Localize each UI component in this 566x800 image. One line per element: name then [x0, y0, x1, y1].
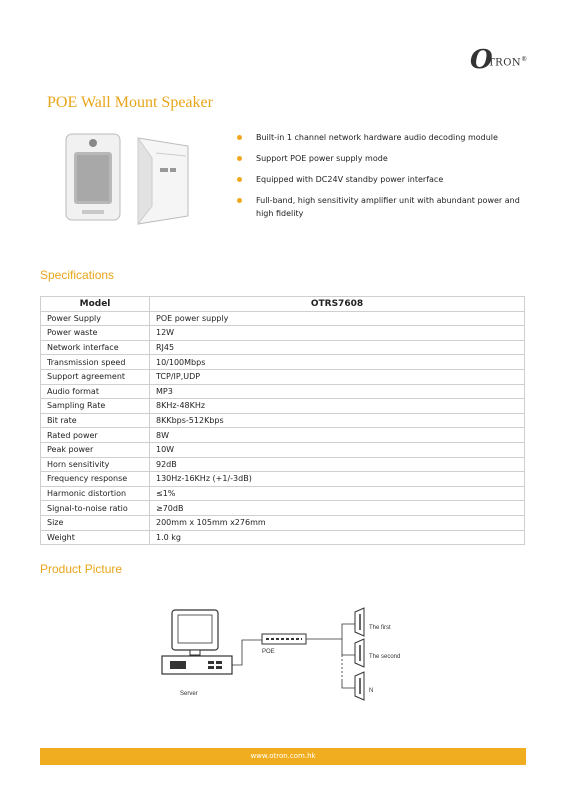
specifications-heading: Specifications — [40, 268, 115, 282]
specifications-table — [40, 296, 525, 545]
spec-label: Power waste — [41, 326, 150, 341]
spec-value: 10/100Mbps — [150, 355, 525, 370]
poe-label: POE — [262, 649, 275, 655]
spec-value: 8KKbps-512Kbps — [150, 413, 525, 428]
table-row — [41, 413, 525, 428]
logo-registered-mark: ® — [521, 56, 528, 63]
footer-url[interactable]: www.otron.com.hk — [250, 752, 316, 760]
table-row — [41, 311, 525, 326]
table-row — [41, 501, 525, 516]
feature-text: Built-in 1 channel network hardware audio decoding module — [256, 133, 498, 142]
feature-text: Support POE power supply mode — [256, 154, 388, 163]
bullet-icon — [237, 198, 242, 203]
spec-value: POE power supply — [150, 311, 525, 326]
spec-value: TCP/IP,UDP — [150, 369, 525, 384]
spec-label: Power Supply — [41, 311, 150, 326]
spec-value: ≥70dB — [150, 501, 525, 516]
table-row — [41, 442, 525, 457]
feature-text: Equipped with DC24V standby power interface — [256, 175, 444, 184]
feature-text: Full-band, high sensitivity amplifier unit with abundant power and high fidelity — [256, 196, 520, 218]
spec-value: 200mm x 105mm x276mm — [150, 515, 525, 530]
spec-value: 12W — [150, 326, 525, 341]
monitor-icon — [172, 610, 218, 655]
spec-value: 8W — [150, 428, 525, 443]
logo-rest: TRON — [488, 57, 522, 69]
page-title: POE Wall Mount Speaker — [47, 94, 213, 111]
table-row — [41, 355, 525, 370]
poe-switch-icon — [262, 634, 306, 644]
connection-diagram — [150, 600, 410, 710]
table-row — [41, 399, 525, 414]
second-speaker-label: The second — [369, 654, 401, 660]
logo-initial: O — [470, 45, 493, 75]
logo-text — [488, 56, 528, 68]
feature-item — [234, 152, 524, 165]
feature-item — [234, 194, 524, 220]
table-row — [41, 384, 525, 399]
table-row — [41, 486, 525, 501]
server-icon — [162, 656, 232, 674]
spec-label: Peak power — [41, 442, 150, 457]
spec-label: Harmonic distortion — [41, 486, 150, 501]
table-row — [41, 457, 525, 472]
spec-label: Signal-to-noise ratio — [41, 501, 150, 516]
table-row — [41, 369, 525, 384]
feature-item — [234, 173, 524, 186]
header-value: OTRS7608 — [150, 297, 525, 312]
table-row — [41, 530, 525, 545]
footer-bar — [40, 748, 526, 765]
brand-logo — [470, 47, 530, 77]
spec-value: 92dB — [150, 457, 525, 472]
bullet-icon — [237, 135, 242, 140]
bullet-icon — [237, 177, 242, 182]
server-label: Server — [180, 691, 198, 697]
table-row — [41, 472, 525, 487]
table-header-row — [41, 297, 525, 312]
spec-value: 8KHz-48KHz — [150, 399, 525, 414]
table-row — [41, 326, 525, 341]
spec-value: RJ45 — [150, 340, 525, 355]
bullet-icon — [237, 156, 242, 161]
spec-value: ≤1% — [150, 486, 525, 501]
feature-list — [234, 131, 524, 220]
spec-label: Size — [41, 515, 150, 530]
spec-value: 1.0 kg — [150, 530, 525, 545]
spec-value: MP3 — [150, 384, 525, 399]
n-speaker-label: N — [369, 688, 374, 694]
feature-item — [234, 131, 524, 144]
spec-label: Rated power — [41, 428, 150, 443]
speaker-icon — [355, 608, 364, 636]
spec-label: Weight — [41, 530, 150, 545]
header-label: Model — [41, 297, 150, 312]
speaker-icon — [355, 672, 364, 700]
spec-label: Network interface — [41, 340, 150, 355]
table-row — [41, 340, 525, 355]
speaker-icon — [355, 639, 364, 667]
spec-label: Bit rate — [41, 413, 150, 428]
spec-label: Audio format — [41, 384, 150, 399]
spec-label: Horn sensitivity — [41, 457, 150, 472]
spec-value: 10W — [150, 442, 525, 457]
spec-value: 130Hz-16KHz (+1/-3dB) — [150, 472, 525, 487]
first-speaker-label: The first — [369, 625, 391, 631]
product-picture-heading: Product Picture — [40, 562, 123, 576]
spec-label: Sampling Rate — [41, 399, 150, 414]
product-photo — [60, 128, 200, 228]
spec-label: Support agreement — [41, 369, 150, 384]
table-row — [41, 428, 525, 443]
spec-label: Transmission speed — [41, 355, 150, 370]
table-row — [41, 515, 525, 530]
spec-label: Frequency response — [41, 472, 150, 487]
